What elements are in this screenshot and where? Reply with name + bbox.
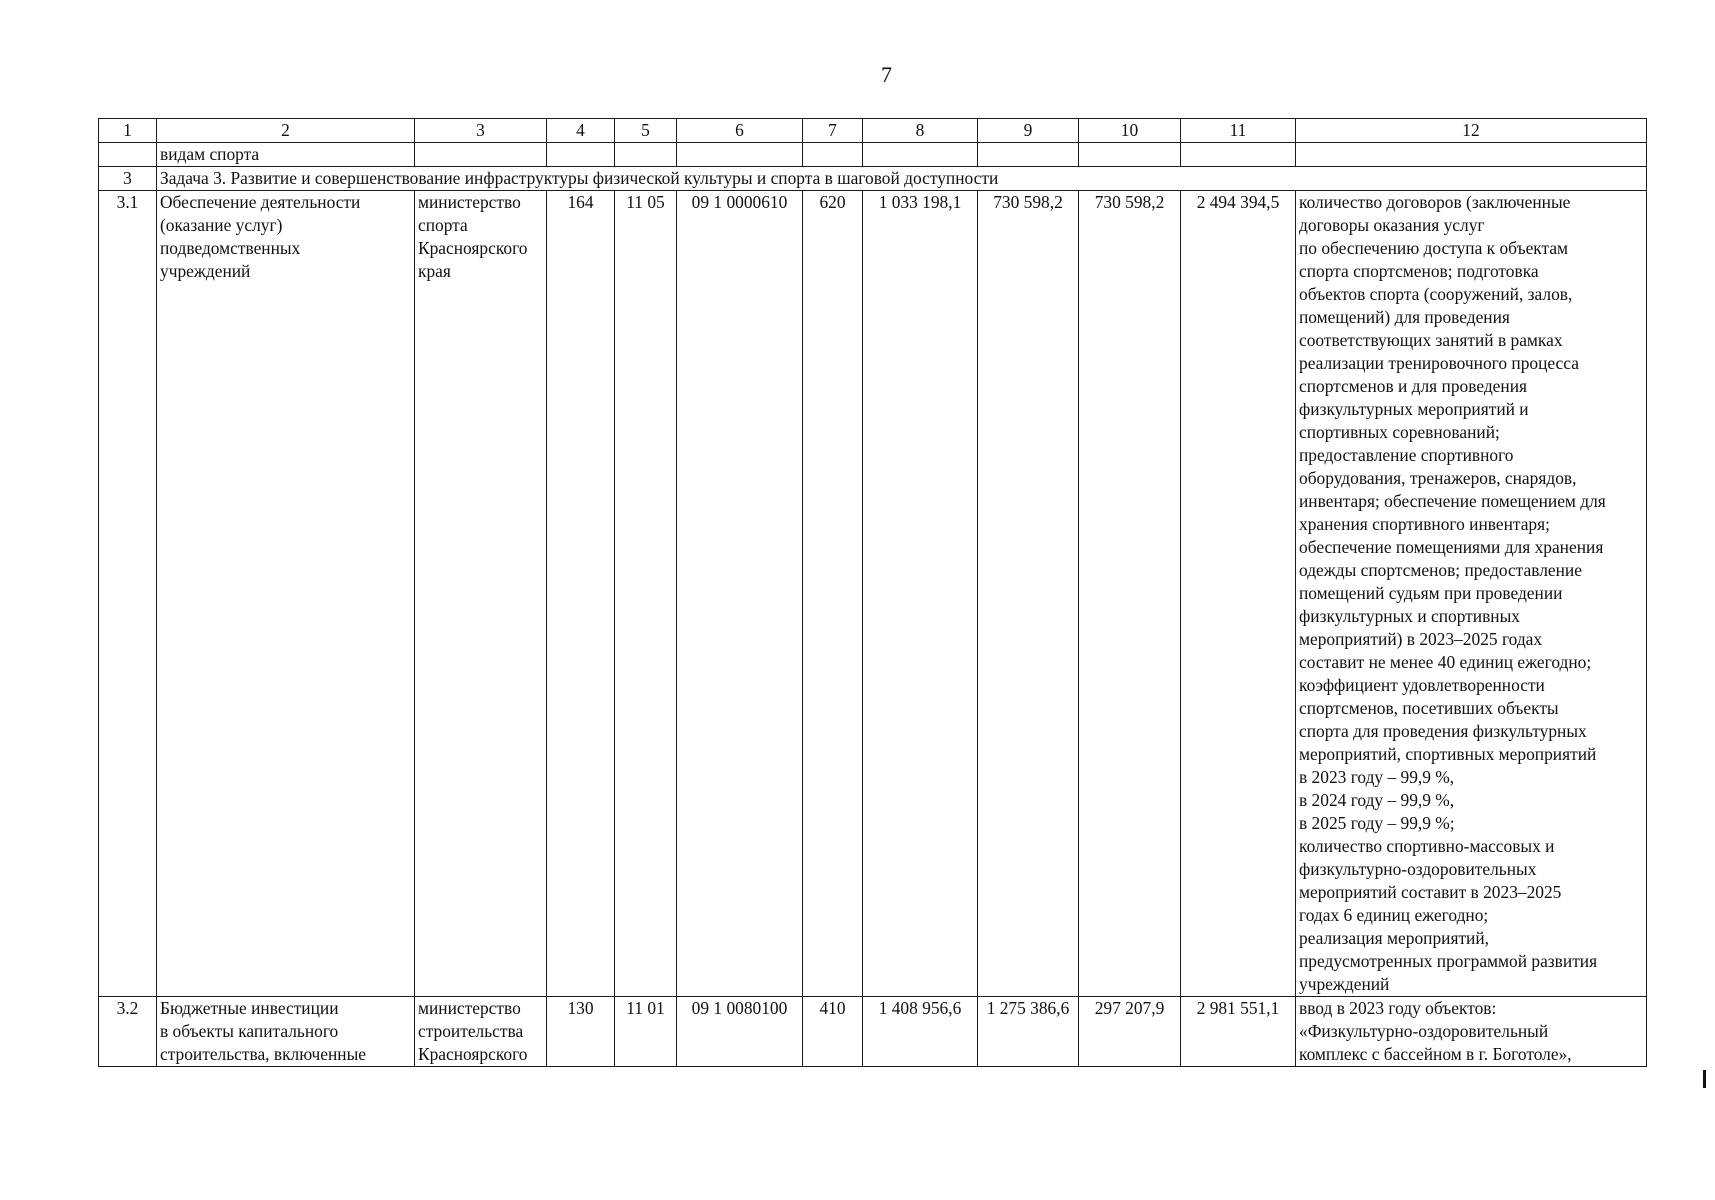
header-cell: 1 bbox=[99, 119, 157, 143]
table-cell bbox=[677, 143, 803, 167]
header-row bbox=[99, 119, 1647, 143]
row-number: 3.2 bbox=[99, 997, 157, 1067]
header-cell: 7 bbox=[803, 119, 863, 143]
amount-total: 2 494 394,5 bbox=[1181, 191, 1296, 997]
table-cell bbox=[99, 143, 157, 167]
table-cell bbox=[803, 143, 863, 167]
table-cell bbox=[863, 143, 978, 167]
activity-name: Обеспечение деятельности (оказание услуг) подведомственных учреждений bbox=[157, 191, 415, 997]
table-cell bbox=[547, 143, 615, 167]
task-row bbox=[99, 167, 1647, 191]
header-cell: 4 bbox=[547, 119, 615, 143]
csr-code: 09 1 0000610 bbox=[677, 191, 803, 997]
header-cell: 12 bbox=[1296, 119, 1647, 143]
table-row bbox=[99, 191, 1647, 997]
header-cell: 2 bbox=[157, 119, 415, 143]
task-number: 3 bbox=[99, 167, 157, 191]
rzpr-code: 11 05 bbox=[615, 191, 677, 997]
row-number: 3.1 bbox=[99, 191, 157, 997]
header-cell: 3 bbox=[415, 119, 547, 143]
expected-result: количество договоров (заключенные договоры оказания услуг по обеспечению доступа к объектам спорта спортсменов; подготовка объектов спорта (сооружений, залов, помещений) для проведения соответствующих занятий в рамках реализации тренировочного процесса спортсменов и для проведения физкультурных мероприятий и спортивных соревнований; предоставление спортивного оборудования, тренажеров, снарядов, инвентаря; обеспечение помещением для хранения спортивного инвентаря; обеспечение помещениями для хранения одежды спортсменов; предоставление помещений судьям при проведении физкультурных и спортивных мероприятий) в 2023–2025 годах составит не менее 40 единиц ежегодно; коэффициент удовлетворенности спортсменов, посетивших объекты спорта для проведения физкультурных мероприятий, спортивных мероприятий в 2023 году – 99,9 %, в 2024 году – 99,9 %, в 2025 году – 99,9 %; количество спортивно-массовых и физкультурно-оздоровительных мероприятий составит в 2023–2025 годах 6 единиц ежегодно; реализация мероприятий, предусмотренных программой развития учреждений bbox=[1296, 191, 1647, 997]
grbs-code: 130 bbox=[547, 997, 615, 1067]
activity-name: Бюджетные инвестиции в объекты капитального строительства, включенные bbox=[157, 997, 415, 1067]
vr-code: 410 bbox=[803, 997, 863, 1067]
amount-2024: 1 275 386,6 bbox=[978, 997, 1079, 1067]
continuation-row bbox=[99, 143, 1647, 167]
header-cell: 11 bbox=[1181, 119, 1296, 143]
executor-cell: министерство спорта Красноярского края bbox=[415, 191, 547, 997]
header-cell: 9 bbox=[978, 119, 1079, 143]
header-cell: 10 bbox=[1079, 119, 1181, 143]
task-title: Задача 3. Развитие и совершенствование инфраструктуры физической культуры и спорта в шаговой доступности bbox=[157, 167, 1647, 191]
expected-result: ввод в 2023 году объектов: «Физкультурно-оздоровительный комплекс с бассейном в г. Боготоле», bbox=[1296, 997, 1647, 1067]
grbs-code: 164 bbox=[547, 191, 615, 997]
budget-table bbox=[98, 118, 1647, 1067]
header-cell: 5 bbox=[615, 119, 677, 143]
amount-2025: 297 207,9 bbox=[1079, 997, 1181, 1067]
header-cell: 8 bbox=[863, 119, 978, 143]
amount-2023: 1 033 198,1 bbox=[863, 191, 978, 997]
scan-edge-mark bbox=[1703, 1070, 1706, 1088]
amount-2024: 730 598,2 bbox=[978, 191, 1079, 997]
table-cell bbox=[1181, 143, 1296, 167]
page-number: 7 bbox=[881, 62, 892, 87]
table-cell bbox=[978, 143, 1079, 167]
table-cell bbox=[1079, 143, 1181, 167]
table-cell bbox=[415, 143, 547, 167]
rzpr-code: 11 01 bbox=[615, 997, 677, 1067]
table-cell bbox=[1296, 143, 1647, 167]
table-row bbox=[99, 997, 1647, 1067]
amount-2023: 1 408 956,6 bbox=[863, 997, 978, 1067]
csr-code: 09 1 0080100 bbox=[677, 997, 803, 1067]
amount-total: 2 981 551,1 bbox=[1181, 997, 1296, 1067]
header-cell: 6 bbox=[677, 119, 803, 143]
table-cell bbox=[615, 143, 677, 167]
vr-code: 620 bbox=[803, 191, 863, 997]
executor-cell: министерство строительства Красноярского bbox=[415, 997, 547, 1067]
table-cell: видам спорта bbox=[157, 143, 415, 167]
amount-2025: 730 598,2 bbox=[1079, 191, 1181, 997]
